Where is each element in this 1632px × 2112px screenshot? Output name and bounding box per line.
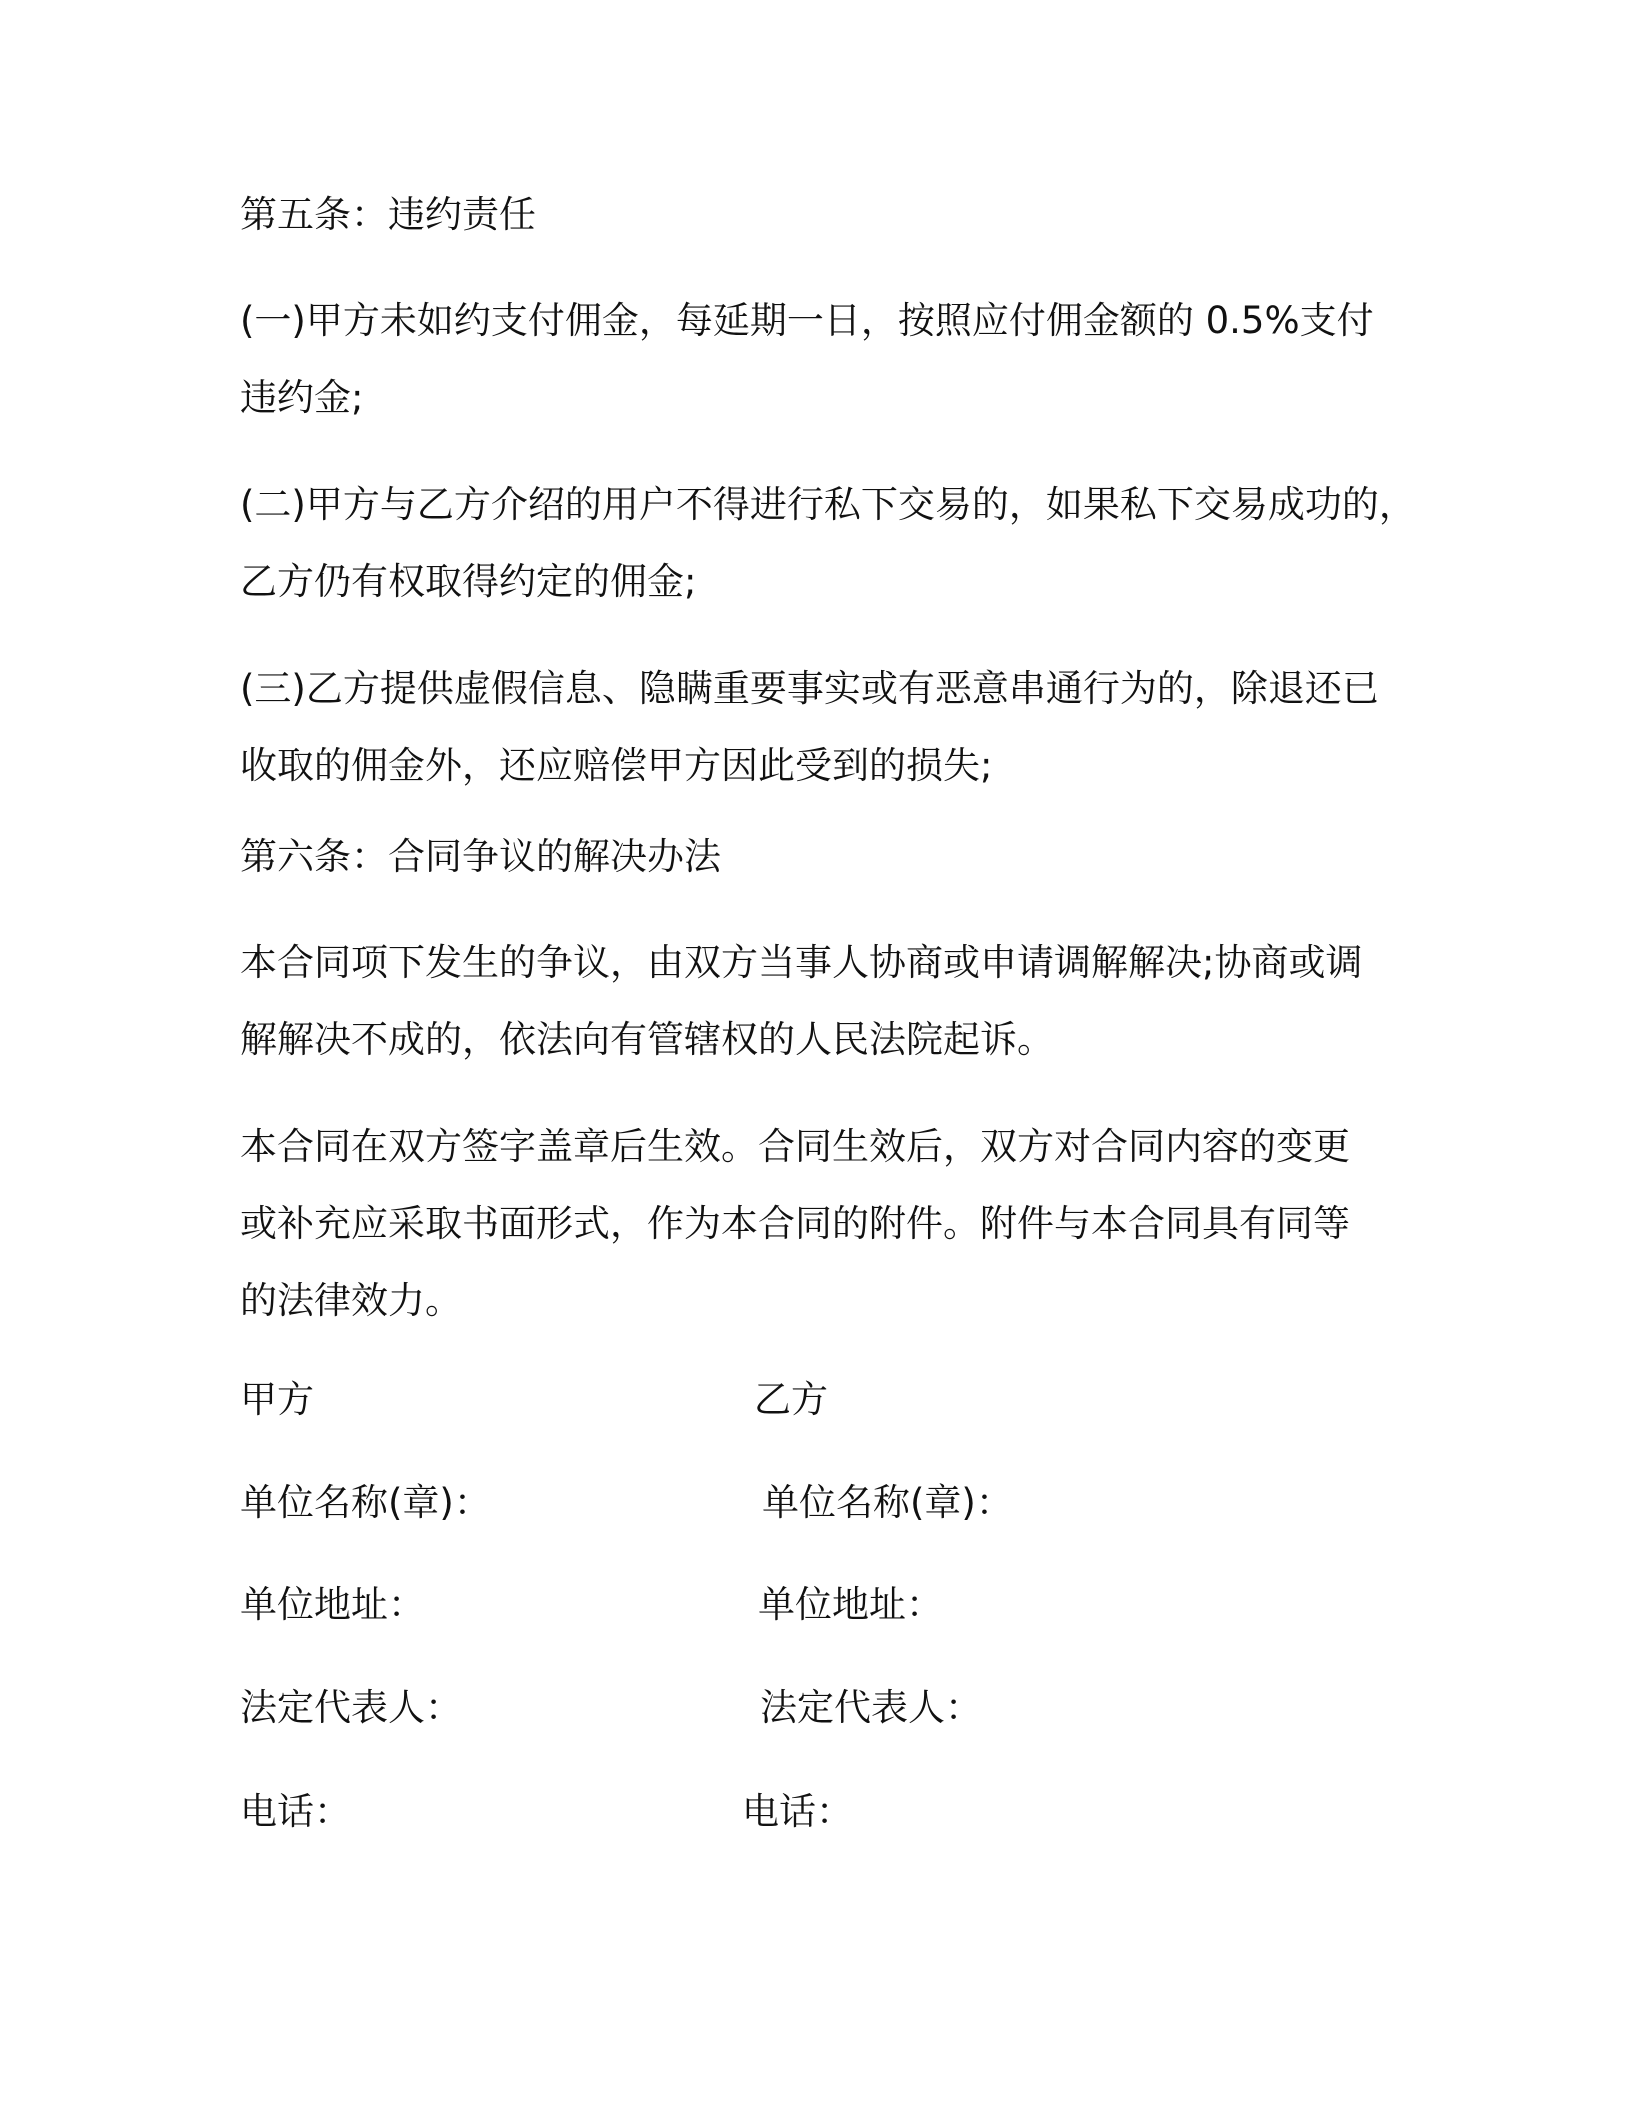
article6-para2-line2: 或补充应采取书面形式，作为本合同的附件。附件与本合同具有同等 [240,1202,1350,1245]
party-b-address: 单位地址： [758,1583,943,1626]
article5-item3 [240,650,1420,804]
signature-party-row [240,1375,1420,1425]
article6-para2 [240,1108,1420,1339]
article6-para1 [240,924,1420,1078]
party-a-address: 单位地址： [240,1583,425,1626]
party-b-unit-name: 单位名称(章)： [762,1481,1013,1524]
article6-para1-line1: 本合同项下发生的争议，由双方当事人协商或申请调解解决;协商或调 [240,941,1363,984]
article5-item1-line2: 违约金; [240,376,364,419]
party-a-label: 甲方 [240,1378,314,1421]
article5-item2-line2: 乙方仍有权取得约定的佣金; [240,560,697,603]
article6-para1-line2: 解解决不成的，依法向有管辖权的人民法院起诉。 [240,1018,1054,1061]
signature-phone-row [240,1787,1420,1837]
signature-address-row [240,1580,1420,1630]
party-b-legal-rep: 法定代表人： [760,1686,982,1729]
article5-item3-line1: (三)乙方提供虚假信息、隐瞒重要事实或有恶意串通行为的，除退还已 [240,667,1379,710]
article5-item2-line1: (二)甲方与乙方介绍的用户不得进行私下交易的，如果私下交易成功的， [240,483,1416,526]
article6-para2-line1: 本合同在双方签字盖章后生效。合同生效后，双方对合同内容的变更 [240,1125,1350,1168]
party-a-unit-name: 单位名称(章)： [240,1481,491,1524]
contract-body [240,190,1420,1339]
signature-unit-name-row [240,1478,1420,1528]
article6-para2-line3: 的法律效力。 [240,1279,462,1322]
article5-item1-line1: (一)甲方未如约支付佣金，每延期一日，按照应付佣金额的 0.5%支付 [240,299,1374,342]
party-a-phone: 电话： [240,1790,351,1833]
article5-item2 [240,466,1420,620]
party-a-legal-rep: 法定代表人： [240,1686,462,1729]
article5-title: 第五条：违约责任 [240,193,536,236]
party-b-label: 乙方 [754,1378,828,1421]
article5-item3-line2: 收取的佣金外，还应赔偿甲方因此受到的损失; [240,744,993,787]
signature-legal-rep-row [240,1683,1420,1733]
party-b-phone: 电话： [742,1790,853,1833]
article5-item1 [240,282,1420,436]
article6-title: 第六条：合同争议的解决办法 [240,835,721,878]
